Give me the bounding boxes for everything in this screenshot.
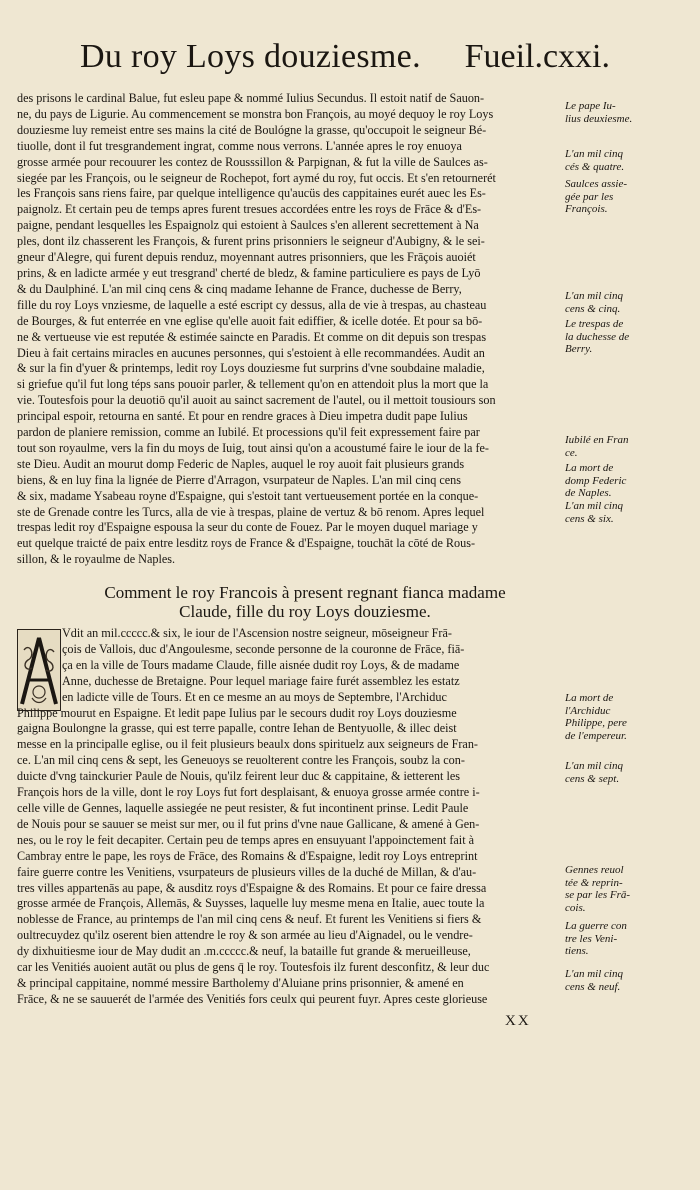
margin-note bbox=[565, 434, 693, 459]
text-line: des prisons le cardinal Balue, fut esleu pape & nommé Iulius Secundus. Il estoit natif de Sauon- bbox=[17, 91, 485, 105]
margin-note-line: Le pape Iu- bbox=[565, 100, 616, 112]
text-line: nes, ou le roy le feit decapiter. Certain peu de temps apres en ensuyuant l'appoinctement fait à bbox=[17, 832, 475, 847]
margin-note-line: Saulces assie- bbox=[565, 178, 628, 190]
text-line: car les Venitiés auoient autāt ou plus de gens q̄ le roy. Toutesfois ilz furent desconfitz, & leur duc bbox=[17, 960, 490, 975]
text-line: Vdit an mil.ccccc.& six, le iour de l'Ascension nostre seigneur, mōseigneur Frā- bbox=[62, 626, 452, 640]
text-line: noblesse de France, au printemps de l'an mil cinq cens & neuf. Et furent les Venitiens si fiers & bbox=[17, 912, 482, 927]
text-line: eut quelque traicté de paix entre lesditz roys de France & d'Espaigne, touchāt la cōté de Rous- bbox=[17, 536, 476, 551]
margin-note bbox=[565, 100, 693, 125]
text-line: les François sans riens faire, par quelque intelligence qu'aucüs des cappitaines eurét auec les Es- bbox=[17, 186, 486, 201]
text-line: grosse armée de François, Allemās, & Suysses, laquelle luy mesme mena en Italie, auec toute la bbox=[17, 896, 485, 911]
margin-note-line: cois. bbox=[565, 901, 586, 914]
text-line: pardon de planiere remission, comme an Iubilé. Et processions qu'il feit expressement faire par bbox=[17, 425, 480, 440]
text-line: paignolz. Et certain peu de temps apres furent tresues accordées entre les roys de Frāce & d'Es- bbox=[17, 202, 482, 217]
text-line: douziesme luy remeist entre ses mains la cité de Boulógne la grasse, qu'occupoit le seigneur Bé- bbox=[17, 122, 487, 137]
margin-note-line: cens & six. bbox=[565, 512, 614, 525]
margin-note bbox=[565, 290, 693, 315]
text-line: Cambray entre le pape, les roys de Frāce, des Romains & d'Espaigne, ledit roy Loys entreprint bbox=[17, 848, 478, 863]
margin-note-line: La guerre con bbox=[565, 920, 627, 932]
margin-note-line: Gennes reuol bbox=[565, 864, 624, 876]
text-line: Dieu à fait certains miracles en aucunes personnes, qui s'estoient à elle recommandées. Audit an bbox=[17, 345, 485, 360]
text-line: trespas ledit roy d'Espaigne espousa la seur du conte de Fouez. Par le moyen duquel mariage y bbox=[17, 520, 478, 535]
margin-note-line: gée par les bbox=[565, 190, 614, 203]
text-line: biens, & en luy fina la lignée de Pierre d'Arragon, vsurpateur de Naples. L'an mil cinq cens bbox=[17, 472, 462, 487]
margin-note-line: l'Archiduc bbox=[565, 704, 611, 717]
text-line: ce. L'an mil cinq cens & sept, les Geneuoys se reuolterent contre les François, soubz la con- bbox=[17, 753, 465, 768]
text-line: François hors de la ville, dont le roy Loys fut fort desplaisant, & enuoya grosse armée contre i- bbox=[17, 785, 480, 800]
text-line: Philippe mourut en Espaigne. Et ledit pape Iulius par le secours dudit roy Loys douziesme bbox=[17, 705, 457, 720]
margin-note-line: de l'empereur. bbox=[565, 729, 627, 742]
text-line: principal espoir, retourna en santé. Et pour en rendre graces à Dieu impetra dudit pape Iulius bbox=[17, 409, 468, 424]
margin-note bbox=[565, 148, 693, 173]
text-line: tiuolle, dont il fut tresgrandement ingrat, comme nous verrons. L'année apres le roy enuoya bbox=[17, 138, 462, 153]
chapter-title-line: Claude, fille du roy Loys douziesme. bbox=[179, 602, 431, 621]
signature-mark: XX bbox=[505, 1013, 531, 1029]
margin-note-line: cens & sept. bbox=[565, 772, 620, 785]
text-line: celle ville de Gennes, laquelle assiegée ne peut resister, & fut incontinent prinse. Ledit Paule bbox=[17, 800, 469, 815]
text-line: si griefue qu'il fut long téps sans pouoir parler, & tellement qu'on en attendoit plus la mort que la bbox=[17, 377, 489, 392]
margin-note bbox=[565, 760, 693, 785]
margin-note-line: La mort de bbox=[565, 692, 614, 704]
margin-note-line: tre les Veni- bbox=[565, 932, 618, 945]
text-line: oultrecuydez qu'ilz oserent bien attendre le roy & son armée au lieu d'Aignadel, ou le vendre- bbox=[17, 928, 473, 943]
text-line: ça en la ville de Tours madame Claude, fille aisnée dudit roy Loys, & de madame bbox=[62, 657, 460, 672]
chapter-title-line: Comment le roy Francois à present regnant fianca madame bbox=[104, 583, 506, 602]
text-line: ste Dieu. Audit an mourut domp Federic de Naples, auquel le roy auoit fait plusieurs grands bbox=[17, 456, 465, 471]
text-line: messe en la principalle eglise, ou il feit plusieurs beaulx dons spirituelz aux seigneurs de Fran- bbox=[17, 737, 478, 752]
text-line: Anne, duchesse de Bretaigne. Pour lequel mariage faire furét assemblez les estatz bbox=[62, 673, 460, 688]
margin-note-line: Berry. bbox=[565, 343, 593, 356]
margin-note-line: se par les Frā- bbox=[565, 889, 631, 902]
margin-note-line: cens & cinq. bbox=[565, 302, 621, 315]
margin-note bbox=[565, 462, 693, 500]
margin-note-line: tiens. bbox=[565, 945, 589, 958]
margin-note-line: Iubilé en Fran bbox=[565, 434, 629, 446]
margin-note-line: tée & reprin- bbox=[565, 876, 623, 889]
text-line: vie. Toutesfois pour la deuotiō qu'il auoit au sainct sacrement de l'autel, ou il mettoit tousiours son bbox=[17, 393, 496, 408]
text-line: faire guerre contre les Venitiens, vsurpateurs de plusieurs villes de la duché de Millan, & d'au- bbox=[17, 864, 477, 879]
text-line: en ladicte ville de Tours. Et en ce mesme an au moys de Septembre, l'Archiduc bbox=[62, 689, 447, 704]
margin-note-line: L'an mil cinq bbox=[565, 290, 623, 302]
text-line: siegée par les François, ou le seigneur de Rochepot, fort aymé du roy, fut occis. Et s'en retournerét bbox=[17, 170, 496, 185]
text-line: paigne, pendant lesquelles les Espaignolz qui estoient à Saulces s'en allerent secrettement à Na bbox=[17, 218, 479, 233]
margin-note-line: cens & neuf. bbox=[565, 980, 621, 993]
margin-note-line: La mort de bbox=[565, 462, 614, 474]
margin-note bbox=[565, 178, 693, 216]
margin-note bbox=[565, 500, 693, 525]
text-line: duicte d'vng tainckurier Paule de Nouis, qu'ilz feirent leur duc & cappitaine, & ietterent les bbox=[17, 769, 460, 784]
page-title: Du roy Loys douziesme. bbox=[80, 38, 421, 75]
text-line: gaigna Boulongne la grasse, qui est terre papalle, contre Iehan de Bentyuolle, & illec deist bbox=[17, 721, 457, 736]
margin-note-line: de Naples. bbox=[565, 487, 612, 500]
folio-number: Fueil.cxxi. bbox=[464, 38, 610, 75]
text-line: sillon, & le royaulme de Naples. bbox=[17, 552, 176, 567]
text-line: ne & vertueuse vie est reputée & estimée saincte en Paradis. Et comme on dit depuis son trespas bbox=[17, 329, 487, 344]
margin-note bbox=[565, 968, 693, 993]
text-line: & sur la fin d'yuer & printemps, ledit roy Loys douziesme fut surprins d'vne soubdaine maladie, bbox=[17, 361, 485, 376]
running-header bbox=[80, 38, 610, 88]
text-line: de Bourges, & fut enterrée en vne eglise qu'elle auoit fait ediffier, & icelle dotée. Et pour sa bō- bbox=[17, 313, 483, 328]
margin-note-line: L'an mil cinq bbox=[565, 760, 623, 772]
margin-note bbox=[565, 864, 693, 914]
text-line: & du Daulphiné. L'an mil cinq cens & cinq madame Iehanne de France, duchesse de Berry, bbox=[17, 281, 462, 296]
text-line: & six, madame Ysabeau royne d'Espaigne, qui s'estoit tant vertueusement portée en la conque- bbox=[17, 488, 479, 503]
margin-note-line: domp Federic bbox=[565, 474, 627, 487]
margin-note-line: cés & quatre. bbox=[565, 160, 625, 173]
margin-note bbox=[565, 692, 693, 742]
chapter-title bbox=[70, 583, 540, 621]
margin-note-line: François. bbox=[565, 203, 608, 216]
text-line: ne, du pays de Ligurie. Au commencement se monstra bon François, au moyé dequoy le roy Loys bbox=[17, 106, 494, 121]
text-line: tres villes appartenās au pape, & ausditz roys d'Espaigne & des Romains. Et pour ce faire dressa bbox=[17, 880, 487, 895]
margin-note-line: Philippe, pere bbox=[565, 717, 627, 730]
margin-note-line: la duchesse de bbox=[565, 330, 630, 343]
main-text-paragraph-1 bbox=[17, 91, 557, 568]
text-line: çois de Vallois, duc d'Angoulesme, seconde personne de la couronne de Frāce, fiā- bbox=[62, 641, 465, 656]
text-line: & principal cappitaine, nommé messire Bartholemy d'Aluiane prins prisonnier, & amené en bbox=[17, 975, 464, 990]
margin-note bbox=[565, 318, 693, 356]
text-line: tout son royaulme, vers la fin du moys de Iuig, tout ainsi qu'on a acoustumé faire le iour de la fe- bbox=[17, 440, 489, 455]
text-line: gneur d'Alegre, qui furent depuis renduz, moyennant autres prisonniers, que les Frāçois auoiét bbox=[17, 250, 476, 265]
margin-note bbox=[565, 920, 693, 958]
margin-note-line: L'an mil cinq bbox=[565, 968, 623, 980]
margin-note-line: L'an mil cinq bbox=[565, 500, 623, 512]
text-line: grosse armée pour recouurer les contez de Rousssillon & Parpignan, & fut la ville de Saulces as- bbox=[17, 154, 488, 169]
text-line: fille du roy Loys vnziesme, de laquelle a esté escript cy dessus, alla de vie à trespas, au chasteau bbox=[17, 297, 487, 312]
text-line: ples, dont ilz chasserent les François, & furent prins prisonniers le seigneur d'Aubigny, & le sei- bbox=[17, 234, 485, 249]
text-line: dy dixhuitiesme iour de May dudit an .m.ccccc.& neuf, la bataille fut grande & merueilleuse, bbox=[17, 944, 471, 959]
text-line: de Nouis pour se sauuer se meist sur mer, ou il fut prins d'vne naue Gallicane, & amené à Gen- bbox=[17, 816, 480, 831]
margin-note-line: ce. bbox=[565, 446, 578, 459]
margin-note-line: Le trespas de bbox=[565, 318, 624, 330]
text-line: Frāce, & ne se sauuerét de l'armée des Venitiés fors ceulx qui peurent fuyr. Apres ceste glorieuse bbox=[17, 991, 488, 1006]
main-text-paragraph-2 bbox=[17, 626, 557, 1008]
text-line: ste de Grenade contre les Turcs, alla de vie à trespas, plaine de vertuz & bō renom. Apres lequel bbox=[17, 504, 485, 519]
margin-note-line: lius deuxiesme. bbox=[565, 112, 633, 125]
margin-note-line: L'an mil cinq bbox=[565, 148, 623, 160]
text-line: prins, & en ladicte armée y eut tresgrand' cherté de bledz, & famine particuliere es pays de Lyō bbox=[17, 265, 481, 280]
